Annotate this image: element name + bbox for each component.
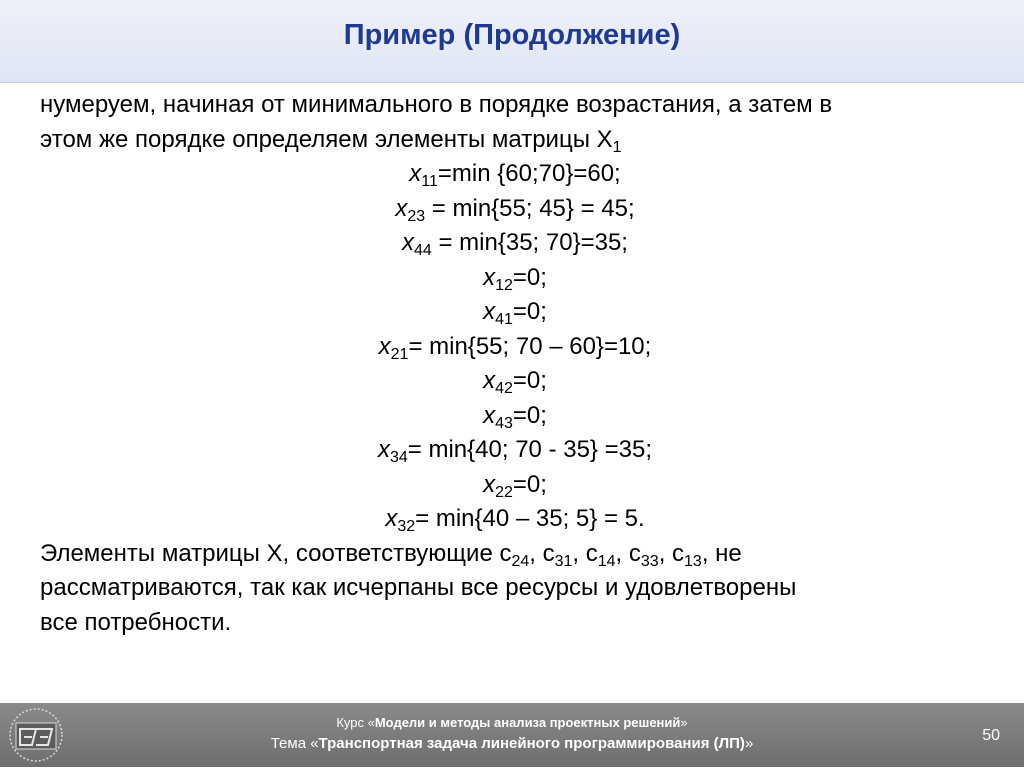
- theme-name: Транспортная задача линейного программирования (ЛП): [318, 735, 745, 752]
- conclusion-sub: 24: [511, 552, 530, 570]
- footer-bar: [0, 703, 1024, 767]
- eq-rest: =0;: [512, 401, 547, 429]
- page-number: 50: [982, 727, 1000, 744]
- eq-sub: 11: [421, 173, 438, 190]
- intro-line-2-text: этом же порядке определяем элементы матрицы X: [40, 125, 613, 153]
- theme-line: [0, 735, 1024, 752]
- conclusion-line-1: [40, 537, 990, 572]
- course-line: [0, 715, 1024, 730]
- eq-var: x: [395, 194, 408, 222]
- eq-var: x: [483, 401, 496, 429]
- conclusion-text: Элементы матрицы X, соответствующие c: [40, 539, 512, 567]
- title-bar: [0, 0, 1024, 83]
- eq-rest: = min{40 – 35; 5} = 5.: [415, 505, 645, 532]
- eq-sub: 42: [495, 380, 513, 397]
- eq-var: x: [378, 436, 390, 463]
- conclusion-text: , c: [658, 539, 685, 567]
- eq-rest: =min {60;70}=60;: [437, 160, 621, 187]
- eq-rest: =0;: [512, 367, 547, 394]
- equation-item: [40, 468, 990, 503]
- eq-sub: 34: [390, 449, 408, 466]
- eq-var: x: [378, 332, 391, 360]
- eq-var: x: [385, 505, 398, 532]
- conclusion-line-3: все потребности.: [40, 608, 232, 636]
- eq-var: x: [483, 298, 496, 325]
- conclusion-sub: 33: [640, 552, 659, 570]
- conclusion-sub: 31: [554, 552, 573, 570]
- eq-rest: = min{55; 70 – 60}=10;: [408, 332, 652, 360]
- equation-item: [40, 261, 990, 296]
- eq-sub: 21: [390, 345, 409, 363]
- eq-sub: 43: [495, 414, 513, 432]
- eq-sub: 22: [495, 483, 513, 501]
- eq-var: x: [483, 263, 496, 291]
- equation-item: [40, 192, 990, 227]
- intro-line-2: [40, 123, 990, 158]
- eq-sub: 41: [495, 311, 513, 328]
- eq-rest: =0;: [512, 298, 547, 325]
- theme-suffix: »: [744, 735, 754, 752]
- slide-content: [40, 88, 990, 640]
- equation-item: [40, 295, 990, 330]
- slide-title: Пример (Продолжение): [343, 19, 681, 51]
- eq-rest: =0;: [512, 470, 547, 498]
- eq-sub: 23: [407, 207, 426, 225]
- conclusion-sub: 14: [597, 552, 616, 570]
- equation-list: [40, 157, 990, 537]
- conclusion-line-2: рассматриваются, так как исчерпаны все ресурсы и удовлетворены: [40, 574, 797, 601]
- equation-item: [40, 364, 990, 399]
- conclusion-text: , не: [701, 539, 742, 567]
- eq-sub: 12: [495, 276, 513, 294]
- equation-item: [40, 330, 990, 365]
- course-prefix: Курс «: [336, 715, 375, 730]
- eq-rest: = min{35; 70}=35;: [431, 229, 628, 256]
- eq-var: x: [483, 470, 496, 498]
- eq-rest: =0;: [512, 263, 547, 291]
- conclusion-sub: 13: [684, 552, 702, 570]
- course-name: Модели и методы анализа проектных решений: [374, 715, 681, 730]
- course-suffix: »: [680, 715, 688, 730]
- eq-sub: 32: [397, 518, 416, 535]
- conclusion-text: , c: [529, 539, 555, 567]
- eq-var: x: [409, 160, 422, 187]
- equation-item: [40, 226, 990, 261]
- theme-prefix: Тема «: [270, 735, 319, 752]
- matrix-subscript: 1: [612, 138, 622, 156]
- eq-var: x: [402, 229, 415, 256]
- equation-item: [40, 502, 990, 537]
- conclusion-text: , c: [572, 539, 598, 567]
- eq-rest: = min{40; 70 - 35} =35;: [407, 436, 652, 463]
- eq-var: x: [483, 367, 496, 394]
- intro-line-1: нумеруем, начиная от минимального в порядке возрастания, а затем в: [40, 91, 833, 118]
- eq-rest: = min{55; 45} = 45;: [425, 194, 635, 222]
- equation-item: [40, 399, 990, 434]
- equation-item: [40, 433, 990, 468]
- conclusion-text: , c: [615, 539, 641, 567]
- equation-item: [40, 157, 990, 192]
- eq-sub: 44: [414, 242, 432, 259]
